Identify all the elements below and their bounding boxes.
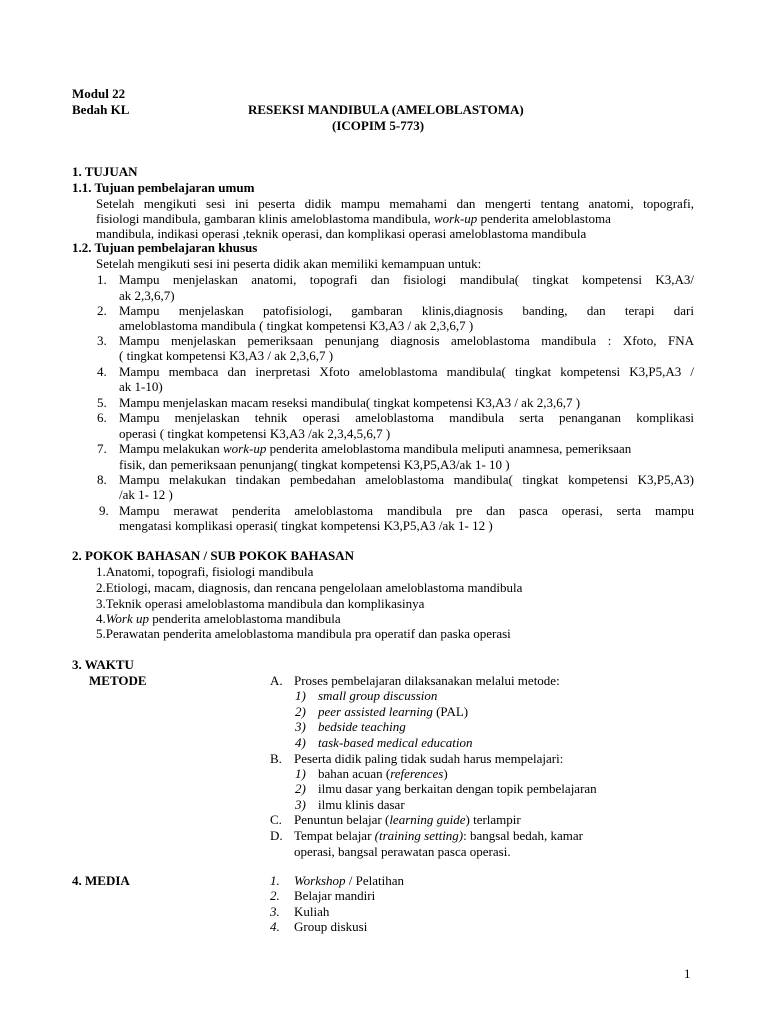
page-number: 1 <box>684 966 691 981</box>
objective-4-line-1: Mampu membaca dan inerpretasi Xfoto ameloblastoma mandibula( tingkat kompetensi K3,P5,A3 / <box>119 364 694 379</box>
objective-6-line-1: Mampu menjelaskan tehnik operasi ameloblastoma mandibula serta penanganan komplikasi <box>119 410 694 425</box>
topic-3: 3.Teknik operasi ameloblastoma mandibula dan komplikasinya <box>96 596 425 611</box>
media-4-text: Group diskusi <box>294 919 368 934</box>
general-objective-line-3: mandibula, indikasi operasi ,teknik operasi, dan komplikasi operasi ameloblastoma mandibula <box>96 226 587 241</box>
objective-7-work-up: work-up <box>222 441 267 456</box>
method-d-text-b: : bangsal bedah, kamar <box>463 828 583 843</box>
method-b-2-text: ilmu dasar yang berkaitan dengan topik pembelajaran <box>318 781 597 796</box>
module-number: Modul 22 <box>72 86 126 101</box>
objective-7-number: 7. <box>97 441 107 456</box>
topic-4-work-up: Work up <box>105 611 149 626</box>
method-a-2-line <box>318 704 468 720</box>
method-c-line <box>294 812 521 828</box>
method-a-3-number: 3) <box>295 719 306 734</box>
objective-7-line-2: fisik, dan pemeriksaan penunjang( tingkat kompetensi K3,P5,A3/ak 1- 10 ) <box>119 457 510 472</box>
method-b-1-line <box>318 766 448 782</box>
general-objective-text-b: penderita ameloblastoma <box>480 211 611 226</box>
objective-4-line-2: ak 1-10) <box>119 379 163 394</box>
topic-4 <box>96 611 341 627</box>
subsection-1-2-heading: 1.2. Tujuan pembelajaran khusus <box>72 240 258 255</box>
section-3-heading: 3. WAKTU <box>72 657 134 672</box>
section-1-heading: 1. TUJUAN <box>72 164 138 179</box>
method-b-1-text-b: ) <box>443 766 448 781</box>
objective-9-number: 9. <box>99 503 109 518</box>
method-b-1-text-a: bahan acuan ( <box>318 766 391 781</box>
method-c-term: learning guide <box>389 812 466 827</box>
specific-objective-intro: Setelah mengikuti sesi ini peserta didik akan memiliki kemampuan untuk: <box>96 256 482 271</box>
method-label: METODE <box>89 673 147 688</box>
objective-4-number: 4. <box>97 364 107 379</box>
objective-8-line-2: /ak 1- 12 ) <box>119 487 173 502</box>
objective-9-line-1: Mampu merawat penderita ameloblastoma mandibula pre dan pasca operasi, serta mampu <box>119 503 694 518</box>
method-d-letter: D. <box>270 828 283 843</box>
method-d-text-a: Tempat belajar <box>294 828 375 843</box>
subsection-1-1-heading: 1.1. Tujuan pembelajaran umum <box>72 180 255 195</box>
document-title: RESEKSI MANDIBULA (AMELOBLASTOMA) <box>248 102 524 117</box>
media-1-line <box>294 873 404 889</box>
topic-2: 2.Etiologi, macam, diagnosis, dan rencana pengelolaan ameloblastoma mandibula <box>96 580 523 595</box>
media-2-number: 2. <box>270 888 280 903</box>
general-objective-text-a: fisiologi mandibula, gambaran klinis ameloblastoma mandibula, <box>96 211 431 226</box>
department: Bedah KL <box>72 102 130 117</box>
media-1-term: Workshop <box>294 873 346 888</box>
objective-2-number: 2. <box>97 303 107 318</box>
method-a-2-text: peer assisted learning <box>318 704 433 719</box>
work-up-term: work-up <box>433 211 478 226</box>
media-1-number: 1. <box>270 873 280 888</box>
objective-5-number: 5. <box>97 395 107 410</box>
method-b-1-term: references <box>390 766 444 781</box>
objective-1-line-2: ak 2,3,6,7) <box>119 288 175 303</box>
media-3-number: 3. <box>270 904 280 919</box>
method-c-letter: C. <box>270 812 282 827</box>
method-b-3-text: ilmu klinis dasar <box>318 797 405 812</box>
method-a-letter: A. <box>270 673 283 688</box>
method-c-text-a: Penuntun belajar ( <box>294 812 390 827</box>
objective-9-line-2: mengatasi komplikasi operasi( tingkat kompetensi K3,P5,A3 /ak 1- 12 ) <box>119 518 493 533</box>
objective-8-number: 8. <box>97 472 107 487</box>
topic-4-number: 4. <box>96 611 106 626</box>
method-c-text-b: ) terlampir <box>465 812 521 827</box>
section-4-heading: 4. MEDIA <box>72 873 130 888</box>
objective-7-line-1 <box>119 441 631 457</box>
objective-7-text-a: Mampu melakukan <box>119 441 223 456</box>
general-objective-line-1: Setelah mengikuti sesi ini peserta didik mampu memahami dan mengerti tentang anatomi, topografi, <box>96 196 694 211</box>
method-a-3-text: bedside teaching <box>318 719 406 734</box>
method-a-text: Proses pembelajaran dilaksanakan melalui metode: <box>294 673 560 688</box>
section-2-heading: 2. POKOK BAHASAN / SUB POKOK BAHASAN <box>72 548 355 563</box>
objective-1-number: 1. <box>97 272 107 287</box>
method-a-4-number: 4) <box>295 735 306 750</box>
media-3-text: Kuliah <box>294 904 330 919</box>
objective-6-line-2: operasi ( tingkat kompetensi K3,A3 /ak 2,3,4,5,6,7 ) <box>119 426 391 441</box>
objective-1-line-1: Mampu menjelaskan anatomi, topografi dan fisiologi mandibula( tingkat kompetensi K3,A3/ <box>119 272 694 287</box>
objective-7-text-b: penderita ameloblastoma mandibula meliputi anamnesa, pemeriksaan <box>266 441 632 456</box>
method-b-3-number: 3) <box>295 797 306 812</box>
method-b-2-number: 2) <box>295 781 306 796</box>
procedure-code: (ICOPIM 5-773) <box>332 118 425 133</box>
objective-3-line-1: Mampu menjelaskan pemeriksaan penunjang diagnosis ameloblastoma mandibula : Xfoto, FNA <box>119 333 694 348</box>
objective-3-line-2: ( tingkat kompetensi K3,A3 / ak 2,3,6,7 ) <box>119 348 334 363</box>
objective-2-line-2: ameloblastoma mandibula ( tingkat kompetensi K3,A3 / ak 2,3,6,7 ) <box>119 318 474 333</box>
topic-4-text: penderita ameloblastoma mandibula <box>148 611 341 626</box>
objective-6-number: 6. <box>97 410 107 425</box>
topic-1: 1.Anatomi, topografi, fisiologi mandibula <box>96 564 314 579</box>
topic-5: 5.Perawatan penderita ameloblastoma mandibula pra operatif dan paska operasi <box>96 626 511 641</box>
method-b-text: Peserta didik paling tidak sudah harus mempelajari: <box>294 751 564 766</box>
method-d-term: (training setting) <box>374 828 464 843</box>
method-b-1-number: 1) <box>295 766 306 781</box>
objective-5-line-1: Mampu menjelaskan macam reseksi mandibula( tingkat kompetensi K3,A3 / ak 2,3,6,7 ) <box>119 395 581 410</box>
method-a-1-number: 1) <box>295 688 306 703</box>
method-b-letter: B. <box>270 751 282 766</box>
method-a-4-text: task-based medical education <box>318 735 473 750</box>
media-1-text: / Pelatihan <box>345 873 405 888</box>
objective-8-line-1: Mampu melakukan tindakan pembedahan ameloblastoma mandibula( tingkat kompetensi K3,P5,A3) <box>119 472 694 487</box>
method-d-line-1 <box>294 828 583 844</box>
objective-3-number: 3. <box>97 333 107 348</box>
media-4-number: 4. <box>270 919 280 934</box>
general-objective-line-2 <box>96 211 611 227</box>
method-a-2-abbr: (PAL) <box>432 704 469 719</box>
media-2-text: Belajar mandiri <box>294 888 376 903</box>
method-a-1-text: small group discussion <box>318 688 438 703</box>
objective-2-line-1: Mampu menjelaskan patofisiologi, gambaran klinis,diagnosis banding, dan terapi dari <box>119 303 694 318</box>
method-a-2-number: 2) <box>295 704 306 719</box>
method-d-line-2: operasi, bangsal perawatan pasca operasi. <box>294 844 511 859</box>
